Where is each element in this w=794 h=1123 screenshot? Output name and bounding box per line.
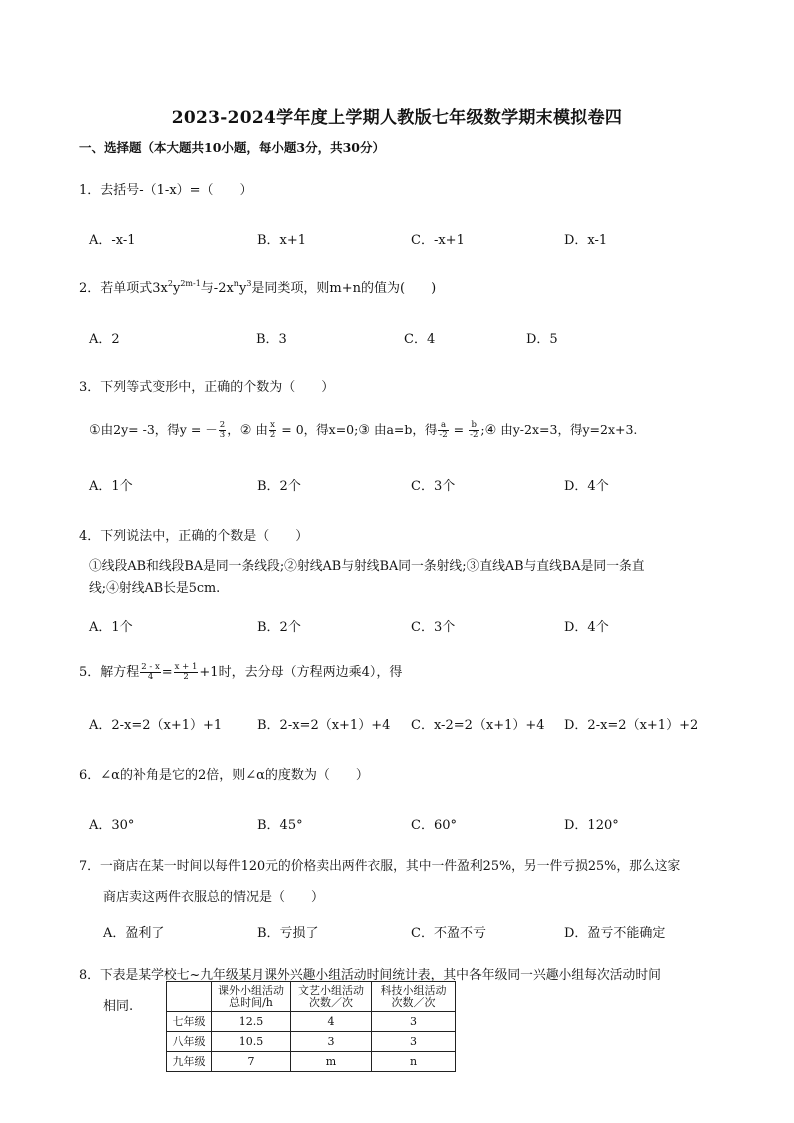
question-1-option-a: A．-x-1 <box>89 233 136 248</box>
question-1-option-c: C．-x+1 <box>411 233 465 248</box>
table-header-blank <box>167 982 212 1012</box>
question-6-option-b: B．45° <box>257 818 303 833</box>
q3-s2-text: 由 <box>251 422 268 437</box>
question-2-option-a: A．2 <box>89 332 120 347</box>
question-3-stem: 3．下列等式变形中，正确的个数为（ ） <box>79 380 335 395</box>
table-header-row <box>167 982 456 1012</box>
frac-num: x + 1 <box>174 662 198 672</box>
table-cell: 九年级 <box>167 1052 212 1072</box>
q2-text-b: y <box>172 281 181 296</box>
question-2-option-d: D．5 <box>526 332 558 347</box>
frac-den: 3 <box>219 430 226 440</box>
header-line: 课外小组活动 <box>218 983 284 997</box>
frac-den: 2 <box>183 672 189 682</box>
frac-den: -2 <box>470 430 479 440</box>
frac-num: b <box>469 421 479 431</box>
question-7-option-d: D．盈亏不能确定 <box>564 926 666 941</box>
table-row <box>167 1032 456 1052</box>
table-row <box>167 1052 456 1072</box>
question-4-option-a: A．1个 <box>89 620 133 635</box>
question-4-statements-line2: 线;④射线AB长是5cm. <box>89 581 221 596</box>
question-7-option-a: A．盈利了 <box>103 926 165 941</box>
q2-text-a: 2．若单项式3x <box>79 281 168 296</box>
q3-s1-text: 由2y= -3，得y = － <box>100 422 218 437</box>
page-title: 2023-2024学年度上学期人教版七年级数学期末模拟卷四 <box>171 108 623 128</box>
table-cell: m <box>291 1052 372 1072</box>
q2-text-c: 与-2x <box>200 281 234 296</box>
fraction-2-3 <box>219 421 226 440</box>
table-cell: 7 <box>212 1052 291 1072</box>
section-heading: 一、选择题（本大题共10小题，每小题3分，共30分） <box>79 140 385 155</box>
circled-4: ④ <box>484 423 497 438</box>
question-7-stem-line2: 商店卖这两件衣服总的情况是（ ） <box>103 890 325 905</box>
fraction-2-x-over-4 <box>140 663 160 682</box>
q2-exp-d: 3 <box>246 279 252 288</box>
q3-s2-result: = 0，得x=0; <box>277 422 359 437</box>
q3-s4-text: 由y-2x=3，得y=2x+3. <box>496 422 638 437</box>
question-8-stem-line2: 相同. <box>103 999 134 1014</box>
question-4-option-c: C．3个 <box>411 620 456 635</box>
circled-3: ③ <box>358 423 370 438</box>
table-cell: 12.5 <box>212 1012 291 1032</box>
question-2-option-c: C．4 <box>404 332 436 347</box>
table-cell: 3 <box>291 1032 372 1052</box>
table-cell: 八年级 <box>167 1032 212 1052</box>
question-5-option-a: A．2-x=2（x+1）+1 <box>89 718 223 733</box>
q3-s3-text: 由a=b，得 <box>370 422 438 437</box>
question-6-stem: 6．∠α的补角是它的2倍，则∠α的度数为（ ） <box>79 768 369 783</box>
question-1-option-d: D．x-1 <box>564 233 608 248</box>
frac-den: 2 <box>269 430 276 440</box>
fraction-b <box>469 421 479 440</box>
header-line: 科技小组活动 <box>380 983 447 997</box>
question-4-statements-line1: ①线段AB和线段BA是同一条线段;②射线AB与射线BA同一条射线;③直线AB与直线BA是同一条直 <box>89 559 645 574</box>
frac-num: 2 - x <box>141 662 160 672</box>
question-7-option-b: B．亏损了 <box>257 926 319 941</box>
question-8-stem-line1: 8．下表是某学校七~九年级某月课外兴趣小组活动时间统计表，其中各年级同一兴趣小组每次活动时间 <box>79 968 661 983</box>
frac-num: x <box>270 420 275 430</box>
q5-text-a: 5．解方程 <box>79 665 140 680</box>
table-header-cell <box>291 982 372 1012</box>
table-cell: 3 <box>372 1032 456 1052</box>
fraction-x-1-over-2 <box>174 663 199 682</box>
table-cell: n <box>372 1052 456 1072</box>
header-line: 次数／次 <box>391 995 436 1009</box>
frac-num: 2 <box>219 420 226 430</box>
table-header-cell <box>212 982 291 1012</box>
q3-semicolon: ; <box>480 422 485 437</box>
header-line: 次数／次 <box>309 995 353 1009</box>
circled-2: ② <box>239 423 252 438</box>
q3-sep: ， <box>227 422 240 437</box>
question-7-option-c: C．不盈不亏 <box>411 926 486 941</box>
question-5-option-b: B．2-x=2（x+1）+4 <box>257 718 391 733</box>
q5-eq: = <box>161 665 173 680</box>
activity-time-table <box>166 981 456 1072</box>
question-4-option-b: B．2个 <box>257 620 301 635</box>
frac-num: a <box>438 421 448 431</box>
question-5-option-c: C．x-2=2（x+1）+4 <box>411 718 545 733</box>
table-row <box>167 1012 456 1032</box>
question-3-statements <box>89 420 637 440</box>
question-6-option-c: C．60° <box>411 818 457 833</box>
question-5-option-d: D．2-x=2（x+1）+2 <box>564 718 699 733</box>
fraction-a <box>438 421 448 440</box>
header-line: 总时间/h <box>229 995 273 1009</box>
question-1-option-b: B．x+1 <box>257 233 307 248</box>
question-3-option-c: C．3个 <box>411 479 456 494</box>
header-line: 文艺小组活动 <box>298 983 364 997</box>
q2-exp-a: 2 <box>167 279 173 288</box>
question-5-stem <box>79 661 402 682</box>
question-6-option-d: D．120° <box>564 818 619 833</box>
table-cell: 七年级 <box>167 1012 212 1032</box>
table-cell: 10.5 <box>212 1032 291 1052</box>
q2-exp-c: n <box>233 279 239 288</box>
q2-text-e: 是同类项，则m+n的值为( ) <box>251 281 437 296</box>
question-1-stem: 1．去括号-（1-x）=（ ） <box>79 183 253 198</box>
question-3-option-a: A．1个 <box>89 479 133 494</box>
question-3-option-b: B．2个 <box>257 479 301 494</box>
q2-exp-b: 2m-1 <box>180 279 201 288</box>
q5-text-b: +1时，去分母（方程两边乘4），得 <box>199 665 403 680</box>
question-7-stem-line1: 7．一商店在某一时间以每件120元的价格卖出两件衣服，其中一件盈利25%，另一件亏损25%，那么这家 <box>79 859 681 874</box>
question-4-stem: 4．下列说法中，正确的个数是（ ） <box>79 529 309 544</box>
table-cell: 3 <box>372 1012 456 1032</box>
question-2-option-b: B．3 <box>256 332 287 347</box>
table-header-cell <box>372 982 456 1012</box>
frac-den: 4 <box>147 672 154 682</box>
question-4-option-d: D．4个 <box>564 620 609 635</box>
fraction-x-2 <box>269 421 276 440</box>
question-6-option-a: A．30° <box>89 818 135 833</box>
q3-eq: = <box>449 422 469 437</box>
q2-text-d: y <box>238 281 247 296</box>
question-2-stem <box>79 277 436 296</box>
question-3-option-d: D．4个 <box>564 479 609 494</box>
frac-den: -2 <box>439 430 448 440</box>
circled-1: ① <box>89 423 101 438</box>
table-cell: 4 <box>291 1012 372 1032</box>
